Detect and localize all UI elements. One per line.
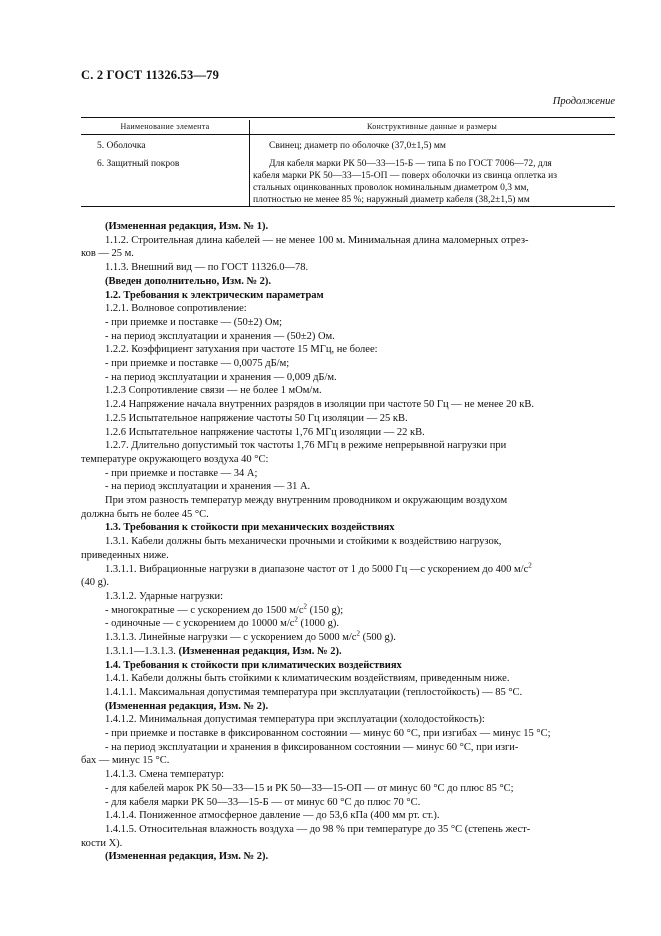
paragraph-cont: должна быть не более 45 °С. <box>81 508 209 520</box>
table-row-6-name: 6. Защитный покров <box>97 159 180 169</box>
clause-text: (150 g); <box>307 604 344 616</box>
table-header-data: Конструктивные данные и размеры <box>366 122 498 131</box>
clause-1-4-1-5-cont: кости Х). <box>81 837 123 849</box>
clause-1-2-4: 1.2.4 Напряжение начала внутренних разрядов в изоляции при частоте 50 Гц — не менее 20 кВ. <box>105 399 534 411</box>
clause-1-3-1-1 <box>105 563 615 577</box>
clause-1-2-7: 1.2.7. Длительно допустимый ток частоты 1,76 МГц в режиме непрерывной нагрузки при <box>105 440 507 452</box>
superscript: 2 <box>528 561 532 570</box>
list-item: - при приемке и поставке в фиксированном состоянии — минус 60 °С, при изгибах — минус 15 °С; <box>105 728 551 740</box>
list-item-cont: бах — минус 15 °С. <box>81 755 170 767</box>
clause-1-4-1-3: 1.4.1.3. Смена температур: <box>105 769 225 781</box>
list-item: - при приемке и поставке — (50±2) Ом; <box>105 316 283 328</box>
clause-1-2-3: 1.2.3 Сопротивление связи — не более 1 мОм/м. <box>105 385 322 397</box>
list-item: - для кабелей марок РК 50—33—15 и РК 50—33—15-ОП — от минус 60 °С до плюс 85 °С; <box>105 782 514 794</box>
table-column-divider <box>249 120 250 206</box>
amendment-note: (Измененная редакция, Изм. № 2). <box>105 700 269 712</box>
clause-1-4-1-2: 1.4.1.2. Минимальная допустимая температура при эксплуатации (холодостойкость): <box>105 714 485 726</box>
list-item: - для кабеля марки РК 50—33—15-Б — от минус 60 °С до плюс 70 °С. <box>105 796 421 808</box>
clause-1-1-2: 1.1.2. Строительная длина кабелей — не менее 100 м. Минимальная длина маломерных отрез- <box>105 234 529 246</box>
clause-text: 1.3.1.1. Вибрационные нагрузки в диапазоне частот от 1 до 5000 Гц —с ускорением до 400 м/с <box>105 563 529 575</box>
superscript: 2 <box>303 602 308 611</box>
clause-text: 1.3.1.3. Линейные нагрузки — с ускорением до 5000 м/с <box>105 632 357 644</box>
section-1-2-heading: 1.2. Требования к электрическим параметрам <box>105 289 324 301</box>
list-item <box>105 604 615 618</box>
amendment-note <box>105 645 615 659</box>
list-item: - при приемке и поставке — 34 А; <box>105 467 258 479</box>
table-top-rule <box>81 117 615 118</box>
table-row-6-data-line4: плотностью не менее 85 %; наружный диаметр кабеля (38,2±1,5) мм <box>253 195 530 205</box>
clause-1-4-1-4: 1.4.1.4. Пониженное атмосферное давление — до 53,6 кПа (400 мм рт. ст.). <box>105 810 440 822</box>
clause-1-2-6: 1.2.6 Испытательное напряжение частоты 1,76 МГц изоляции — 22 кВ. <box>105 426 425 438</box>
clause-1-3-1-cont: приведенных ниже. <box>81 549 169 561</box>
list-item: - на период эксплуатации и хранения — (50±2) Ом. <box>105 330 335 342</box>
clause-1-3-1-2: 1.3.1.2. Ударные нагрузки: <box>105 590 224 602</box>
superscript: 2 <box>294 615 298 624</box>
clause-1-4-1: 1.4.1. Кабели должны быть стойкими к климатическим воздействиям, приведенным ниже. <box>105 673 510 685</box>
clause-text: (1000 g). <box>297 618 340 630</box>
clause-1-1-3: 1.1.3. Внешний вид — по ГОСТ 11326.0—78. <box>105 262 309 274</box>
table-row-6-data-line1: Для кабеля марки РК 50—33—15-Б — типа Б по ГОСТ 7006—72, для <box>269 159 552 169</box>
table-bottom-rule <box>81 206 615 207</box>
continuation-label: Продолжение <box>552 96 615 107</box>
clause-range: 1.3.1.1—1.3.1.3. <box>105 645 179 657</box>
clause-1-3-1: 1.3.1. Кабели должны быть механически прочными и стойкими к воздействию нагрузок, <box>105 536 502 548</box>
clause-1-3-1-3 <box>105 631 615 645</box>
clause-text: - многократные — с ускорением до 1500 м/с <box>105 604 304 616</box>
table-row-6-data-line3: стальных оцинкованных проволок номинальным диаметром 0,3 мм, <box>253 183 529 193</box>
clause-1-3-1-1-cont: (40 g). <box>81 577 109 589</box>
clause-1-2-5: 1.2.5 Испытательное напряжение частоты 50 Гц изоляции — 25 кВ. <box>105 412 408 424</box>
section-1-4-heading: 1.4. Требования к стойкости при климатических воздействиях <box>105 659 402 671</box>
amendment-note: (Измененная редакция, Изм. № 2). <box>105 851 269 863</box>
amendment-note: (Введен дополнительно, Изм. № 2). <box>105 275 272 287</box>
clause-text: (500 g). <box>359 632 396 644</box>
page-header: С. 2 ГОСТ 11326.53—79 <box>81 68 220 82</box>
clause-1-2-1: 1.2.1. Волновое сопротивление: <box>105 303 247 315</box>
table-row-5-name: 5. Оболочка <box>97 141 146 151</box>
clause-1-4-1-5: 1.4.1.5. Относительная влажность воздуха — до 98 % при температуре до 35 °С (степень жест- <box>105 823 531 835</box>
section-1-3-heading: 1.3. Требования к стойкости при механических воздействиях <box>105 522 395 534</box>
list-item: - на период эксплуатации и хранения — 0,009 дБ/м. <box>105 371 337 383</box>
clause-1-2-2: 1.2.2. Коэффициент затухания при частоте 15 МГц, не более: <box>105 344 378 356</box>
list-item: - при приемке и поставке — 0,0075 дБ/м; <box>105 358 290 370</box>
amendment-note: (Измененная редакция, Изм. № 1). <box>105 221 269 232</box>
clause-1-4-1-1: 1.4.1.1. Максимальная допустимая температура при эксплуатации (теплостойкость) — 85 °С. <box>105 686 523 698</box>
table-row-5-data: Свинец; диаметр по оболочке (37,0±1,5) мм <box>269 141 446 151</box>
list-item: - на период эксплуатации и хранения в фиксированном состоянии — минус 60 °С, при изги- <box>105 741 519 753</box>
paragraph: При этом разность температур между внутренним проводником и окружающим воздухом <box>105 495 508 507</box>
table-header-element: Наименование элемента <box>120 122 210 131</box>
clause-1-2-7-cont: температуре окружающего воздуха 40 °С: <box>81 453 269 465</box>
clause-1-1-2-cont: ков — 25 м. <box>81 248 134 260</box>
body-text <box>81 220 615 864</box>
table-header-rule <box>81 134 615 135</box>
table-row-6-data-line2: кабеля марки РК 50—33—15-ОП — поверх оболочки из свинца оплетка из <box>253 171 557 181</box>
clause-text: - одиночные — с ускорением до 10000 м/с <box>105 618 295 630</box>
superscript: 2 <box>356 629 360 638</box>
list-item <box>105 617 615 631</box>
list-item: - на период эксплуатации и хранения — 31 А. <box>105 481 311 493</box>
amendment-text: (Измененная редакция, Изм. № 2). <box>178 645 342 657</box>
